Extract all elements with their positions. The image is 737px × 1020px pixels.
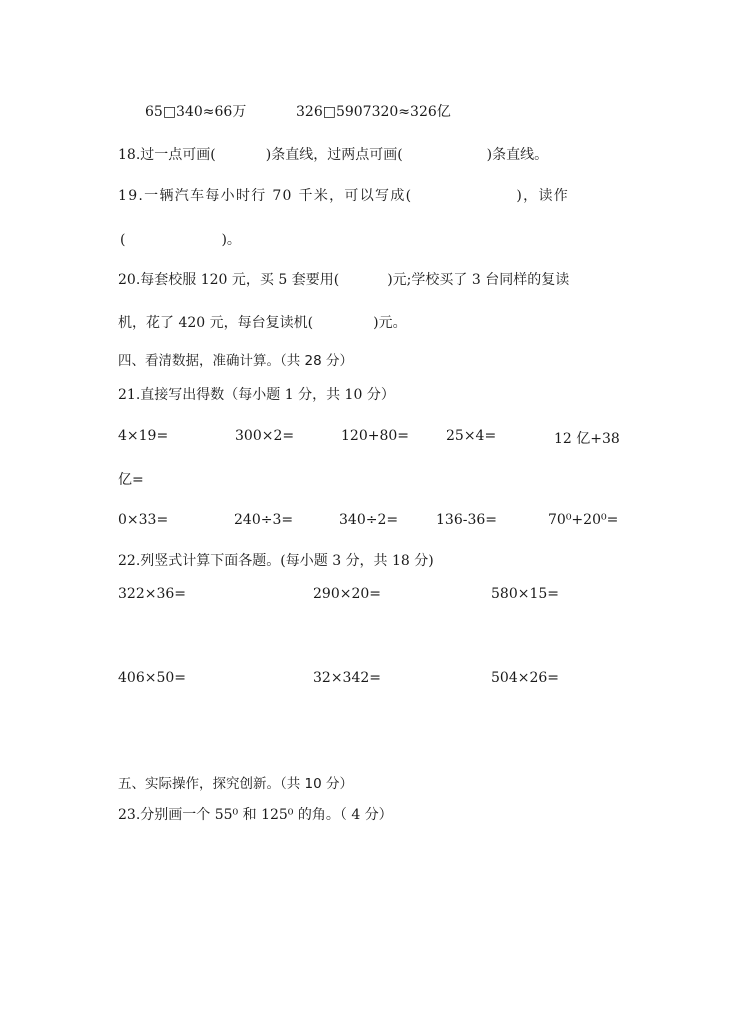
q19-open-paren: ( (120, 232, 126, 248)
q23-angle-1: 55⁰ (214, 807, 239, 823)
q22-total-score: 18 (392, 553, 410, 569)
q21-row2-item-5: 70⁰+20⁰= (548, 512, 619, 528)
q21-row1-item-3: 120+80= (341, 428, 409, 444)
section-4-heading: 四、看清数据，准确计算。（共 28 分） (118, 353, 354, 369)
q23-text-3: 的角。（ (297, 807, 347, 823)
question-19 (118, 185, 569, 205)
q21-row2-item-1: 0×33= (118, 512, 169, 528)
question-22 (118, 550, 434, 570)
q20-line2-text-2: 元，每台复读机( (209, 315, 314, 331)
q22-number: 22. (118, 553, 141, 569)
q20-line2-text-3: )元。 (373, 315, 407, 331)
q21-row1-item-1: 4×19= (118, 428, 169, 444)
q23-angle-2: 125⁰ (261, 807, 294, 823)
q19-text-3: )，读作 (516, 188, 570, 204)
q22-row2-item-2: 32×342= (313, 670, 381, 686)
q21-each-score: 1 (284, 387, 294, 403)
q21-row2-item-2: 240÷3= (234, 512, 294, 528)
q21-end: 分） (366, 387, 395, 403)
q21-title: 直接写出得数（每小题 (140, 387, 281, 403)
q21-row1-item-2: 300×2= (235, 428, 295, 444)
approx-a (145, 101, 246, 121)
q18-text-1: 过一点可画( (140, 147, 216, 163)
q22-row2-item-3: 504×26= (491, 670, 559, 686)
q21-row1-item-5-unit: 亿 (576, 431, 591, 447)
q20-text-1: 每套校服 (140, 272, 197, 288)
q21-number: 21. (118, 387, 141, 403)
q22-row2-item-1: 406×50= (118, 670, 186, 686)
q18-number: 18. (118, 147, 141, 163)
q21-row2-item-3: 340÷2= (339, 512, 399, 528)
q20-machines: 3 (471, 272, 481, 288)
q20-text-3: 套要用( (291, 272, 340, 288)
q20-text-5: 台同样的复读 (485, 272, 570, 288)
q20-text-4: )元;学校买了 (387, 272, 468, 288)
q19-text-2: 千米，可以写成( (298, 188, 413, 204)
q23-number: 23. (118, 807, 141, 823)
question-20 (118, 269, 569, 289)
q19-close-paren: )。 (221, 232, 241, 248)
approx-a-expr: 65□340≈66 (145, 104, 233, 120)
question-21 (118, 384, 395, 404)
q22-title: 列竖式计算下面各题。(每小题 (140, 553, 328, 569)
q22-each-score: 3 (332, 553, 342, 569)
question-23 (118, 804, 393, 824)
q20-text-2: 元，买 (231, 272, 274, 288)
q21-row2-item-4: 136-36= (436, 512, 497, 528)
approx-b-expr: 326□5907320≈326 (296, 104, 437, 120)
q20-number: 20. (118, 272, 141, 288)
q22-mid: 分，共 (345, 553, 388, 569)
q23-score: 4 (351, 807, 361, 823)
section-5-heading: 五、实际操作，探究创新。（共 10 分） (118, 776, 354, 792)
q20-total: 420 (178, 315, 206, 331)
approx-a-unit: 万 (232, 104, 247, 120)
approx-b-unit: 亿 (436, 104, 451, 120)
q22-row1-item-1: 322×36= (118, 586, 186, 602)
q19-text-1: 一辆汽车每小时行 (144, 188, 267, 204)
q20-count: 5 (278, 272, 288, 288)
q22-end: 分) (414, 553, 434, 569)
q22-row1-item-2: 290×20= (313, 586, 381, 602)
q21-row1-wrap: 亿= (118, 472, 144, 488)
q21-row1-item-5-tail: +38 (590, 431, 620, 447)
q23-text-4: 分） (364, 807, 393, 823)
q21-mid: 分，共 (298, 387, 341, 403)
q21-row1-item-4: 25×4= (446, 428, 497, 444)
approx-b (296, 101, 451, 121)
q22-row1-item-3: 580×15= (491, 586, 559, 602)
q20-line2-text-1: 机，花了 (118, 315, 174, 331)
question-19-line2 (120, 229, 241, 249)
q21-row1-item-5-number: 12 (554, 431, 572, 447)
question-18 (118, 144, 548, 164)
q19-number: 19. (118, 188, 145, 204)
q19-speed: 70 (272, 188, 293, 204)
q20-price: 120 (200, 272, 228, 288)
q21-row1-item-5 (554, 428, 620, 448)
q21-total-score: 10 (344, 387, 363, 403)
q23-text-2: 和 (242, 807, 257, 823)
q18-text-3: )条直线。 (486, 147, 549, 163)
question-20-line2 (118, 312, 407, 332)
q23-text-1: 分别画一个 (140, 807, 211, 823)
q18-text-2: )条直线，过两点可画( (265, 147, 403, 163)
